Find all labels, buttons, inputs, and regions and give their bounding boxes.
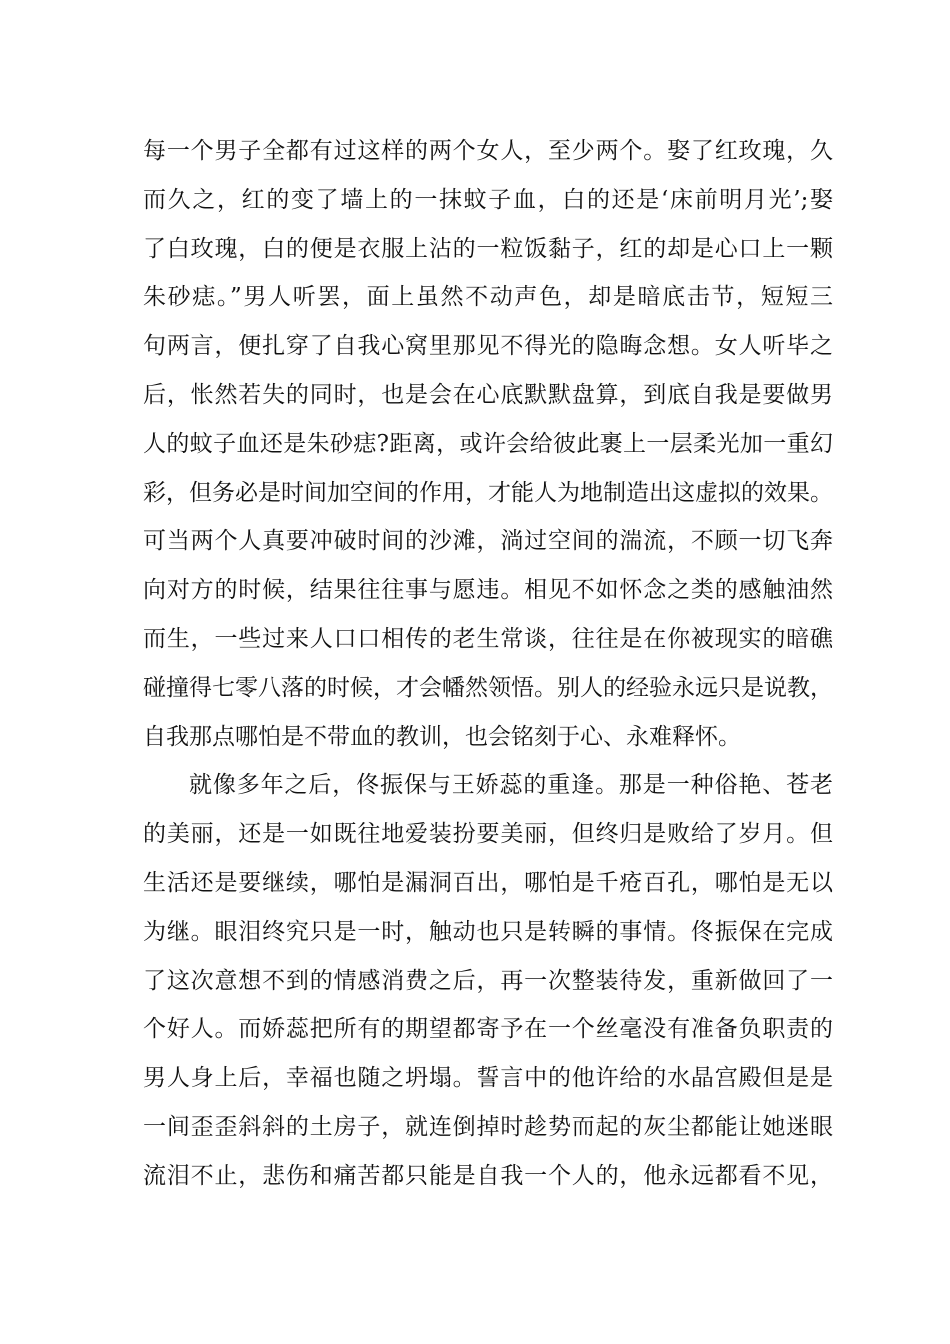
document-body: [143, 127, 833, 1201]
text-line: 的美丽，还是一如既往地爱装扮要美丽，但终归是败给了岁月。但: [143, 821, 833, 848]
text-line: 可当两个人真要冲破时间的沙滩，淌过空间的湍流，不顾一切飞奔: [143, 528, 833, 555]
paragraph-2: [143, 761, 833, 1200]
text-line: 碰撞得七零八落的时候，才会幡然领悟。别人的经验永远只是说教，: [143, 674, 833, 701]
text-line: 就像多年之后，佟振保与王娇蕊的重逢。那是一种俗艳、苍老: [189, 772, 833, 799]
text-line: 个好人。而娇蕊把所有的期望都寄予在一个丝毫没有准备负职责的: [143, 1016, 833, 1043]
text-line: 了这次意想不到的情感消费之后，再一次整装待发，重新做回了一: [143, 967, 833, 994]
text-line: 生活还是要继续，哪怕是漏洞百出，哪怕是千疮百孔，哪怕是无以: [143, 869, 833, 896]
text-line: 自我那点哪怕是不带血的教训，也会铭刻于心、永难释怀。: [143, 723, 741, 750]
text-line: 了白玫瑰，白的便是衣服上沾的一粒饭黏子，红的却是心口上一颗: [143, 235, 833, 262]
text-line: 后，怅然若失的同时，也是会在心底默默盘算，到底自我是要做男: [143, 381, 833, 408]
text-line: 句两言，便扎穿了自我心窝里那见不得光的隐晦念想。女人听毕之: [143, 333, 833, 360]
text-line: 而久之，红的变了墙上的一抹蚊子血，白的还是‘床前明月光’;娶: [143, 186, 833, 213]
text-line: 男人身上后，幸福也随之坍塌。誓言中的他许给的水晶宫殿但是是: [143, 1065, 833, 1092]
text-line: 流泪不止，悲伤和痛苦都只能是自我一个人的，他永远都看不见，: [143, 1162, 833, 1189]
text-line: 人的蚊子血还是朱砂痣?距离，或许会给彼此裹上一层柔光加一重幻: [143, 430, 833, 457]
text-line: 彩，但务必是时间加空间的作用，才能人为地制造出这虚拟的效果。: [143, 479, 833, 506]
text-line: 向对方的时候，结果往往事与愿违。相见不如怀念之类的感触油然: [143, 577, 833, 604]
text-line: 为继。眼泪终究只是一时，触动也只是转瞬的事情。佟振保在完成: [143, 918, 833, 945]
paragraph-1: [143, 127, 833, 761]
text-line: 而生，一些过来人口口相传的老生常谈，往往是在你被现实的暗礁: [143, 625, 833, 652]
text-line: 朱砂痣。”男人听罢，面上虽然不动声色，却是暗底击节，短短三: [143, 284, 833, 311]
text-line: 每一个男子全都有过这样的两个女人，至少两个。娶了红玫瑰，久: [143, 138, 833, 164]
text-line: 一间歪歪斜斜的土房子，就连倒掉时趁势而起的灰尘都能让她迷眼: [143, 1113, 833, 1140]
